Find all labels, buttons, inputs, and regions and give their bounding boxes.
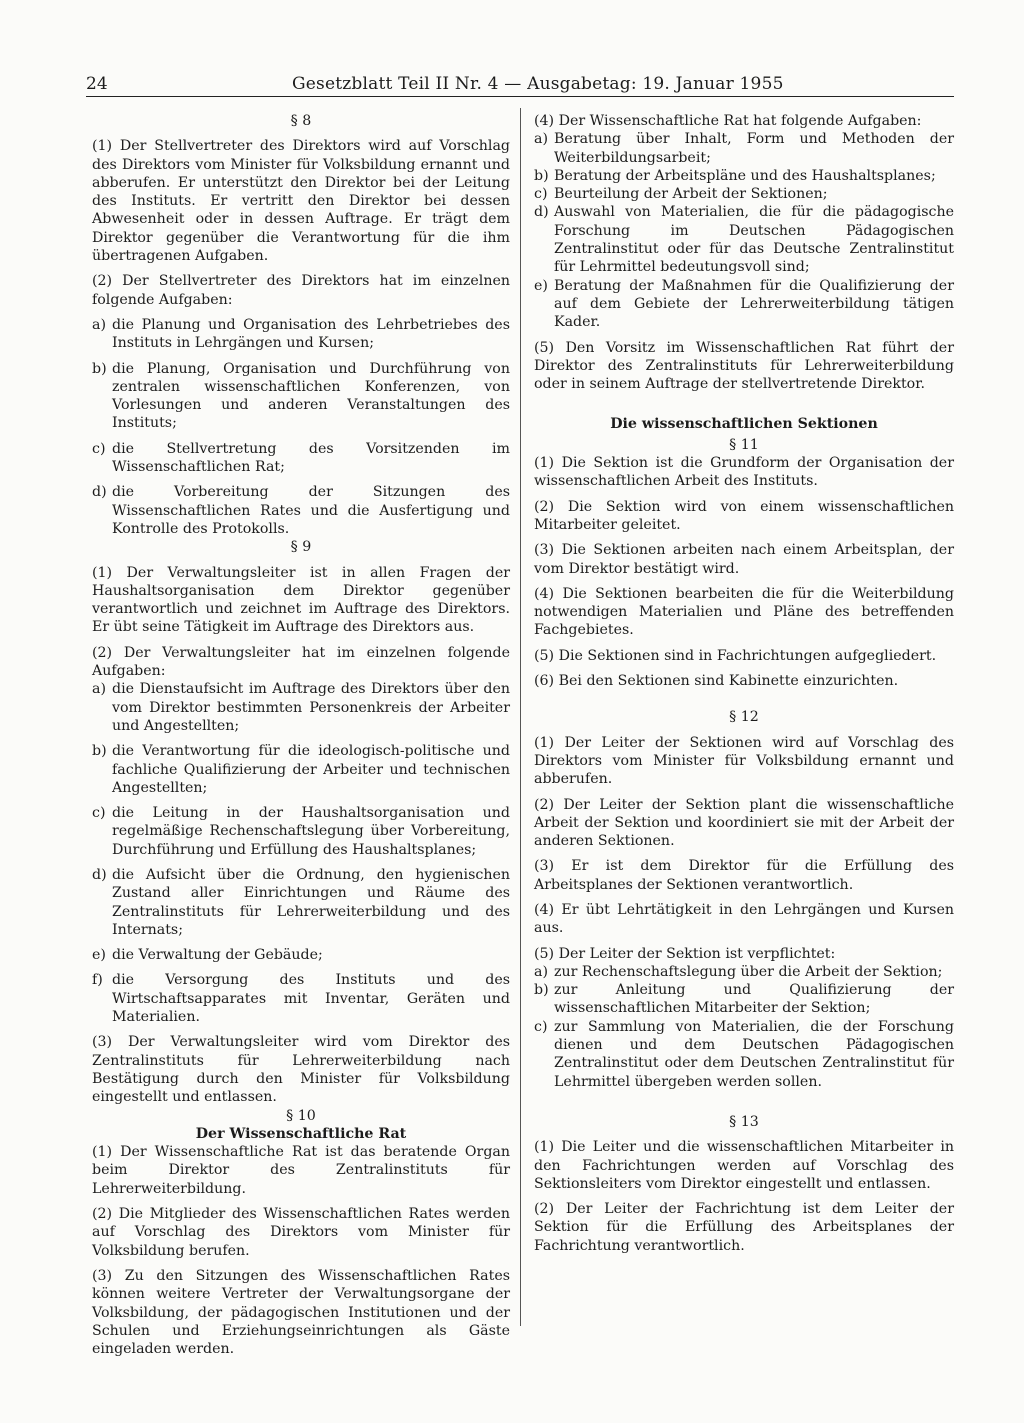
- paragraph: (5) Den Vorsitz im Wissenschaftlichen Rat führt der Direktor des Zentralinstituts für Lehrerweiterbildung oder in seinem Auftrage der stellvertretende Direktor.: [534, 339, 954, 393]
- list-text: zur Anleitung und Qualifizierung der wissenschaftlichen Mitarbeiter der Sektion;: [554, 982, 954, 1017]
- list-item: [534, 130, 954, 167]
- section-heading: § 8: [290, 113, 312, 129]
- page-number: 24: [86, 74, 108, 94]
- page-header: [86, 74, 954, 97]
- paragraph: (2) Der Leiter der Fachrichtung ist dem Leiter der Sektion für die Erfüllung des Arbeitsplanes der Fachrichtung verantwortlich.: [534, 1201, 954, 1254]
- list-item: [534, 167, 954, 185]
- list-label: b): [92, 360, 107, 377]
- paragraph: (3) Zu den Sitzungen des Wissenschaftlichen Rates können weitere Vertreter der Verwaltungsorgane der Volksbildung, der pädagogischen Institutionen und der Schulen und Erziehungseinrichtungen als Gäste eingeladen werden.: [92, 1267, 510, 1358]
- paragraph: (1) Die Sektion ist die Grundform der Organisation der wissenschaftlichen Arbeit des Instituts.: [534, 455, 954, 490]
- list-item: [92, 971, 510, 1026]
- list-label: c): [92, 805, 106, 822]
- paragraph: (6) Bei den Sektionen sind Kabinette einzurichten.: [534, 673, 899, 690]
- gazette-title: Gesetzblatt Teil II Nr. 4 — Ausgabetag: 19. Januar 1955: [292, 74, 784, 94]
- list-text: die Planung und Organisation des Lehrbetriebes des Instituts in Lehrgängen und Kursen;: [112, 316, 510, 352]
- paragraph: (1) Der Verwaltungsleiter ist in allen Fragen der Haushaltsorganisation dem Direktor gegenüber verantwortlich und zeichnet im Auftrage des Direktors. Er übt seine Tätigkeit im Auftrage des Direktors aus.: [92, 564, 510, 636]
- list-label: b): [534, 167, 549, 184]
- list-label: e): [534, 277, 548, 294]
- paragraph: (4) Die Sektionen bearbeiten die für die Weiterbildung notwendigen Materialien und Pläne des betreffenden Fachgebietes.: [534, 585, 954, 639]
- paragraph: (2) Die Sektion wird von einem wissenschaftlichen Mitarbeiter geleitet.: [534, 498, 954, 533]
- list-label: c): [534, 186, 548, 203]
- list-item: [92, 440, 510, 477]
- list-label: d): [534, 204, 549, 221]
- list-item: [92, 360, 510, 433]
- column-divider: [520, 108, 521, 1326]
- list-label: f): [92, 972, 103, 989]
- list-item: [92, 946, 510, 964]
- list-label: a): [92, 316, 106, 333]
- list-item: [534, 981, 954, 1018]
- paragraph: (2) Der Stellvertreter des Direktors hat im einzelnen folgende Aufgaben:: [92, 273, 510, 308]
- paragraph: (3) Er ist dem Direktor für die Erfüllung des Arbeitsplanes der Sektionen verantwortlich.: [534, 858, 954, 893]
- section-heading: § 10: [286, 1107, 316, 1124]
- list-text: Beurteilung der Arbeit der Sektionen;: [554, 186, 828, 203]
- list-item: [92, 483, 510, 538]
- list-item: [92, 680, 510, 735]
- list-item: [534, 1018, 954, 1091]
- list-item: [534, 277, 954, 332]
- paragraph: (2) Der Verwaltungsleiter hat im einzelnen folgende Aufgaben:: [92, 644, 510, 680]
- list-item: [92, 742, 510, 797]
- list-label: d): [92, 484, 107, 501]
- list-item: [92, 804, 510, 859]
- list-text: die Verantwortung für die ideologisch-politische und fachliche Qualifizierung der Arbeiter und technischen Angestellten;: [112, 743, 510, 796]
- list-text: zur Sammlung von Materialien, die der Forschung dienen und dem Deutschen Pädagogischen Zentralinstitut oder dem Deutschen Zentralinstitut für Lehrmittel übergeben werden sollen.: [554, 1018, 954, 1090]
- section-heading: § 9: [290, 539, 312, 556]
- list-text: die Dienstaufsicht im Auftrage des Direktors über den vom Direktor bestimmten Personenkreis der Arbeiter und Angestellten;: [112, 681, 510, 734]
- list-text: die Stellvertretung des Vorsitzenden im Wissenschaftlichen Rat;: [112, 440, 510, 476]
- list-text: die Leitung in der Haushaltsorganisation und regelmäßige Rechenschaftslegung über Vorbereitung, Durchführung und Erfüllung des Haushaltsplanes;: [112, 805, 510, 858]
- list-text: Beratung über Inhalt, Form und Methoden der Weiterbildungsarbeit;: [554, 131, 954, 166]
- paragraph: (1) Die Leiter und die wissenschaftlichen Mitarbeiter in den Fachrichtungen werden auf Vorschlag des Sektionsleiters vom Direktor eingestellt und entlassen.: [534, 1139, 954, 1192]
- section-heading: § 12: [729, 709, 759, 726]
- right-column: [534, 112, 954, 1255]
- paragraph: (1) Der Wissenschaftliche Rat ist das beratende Organ beim Direktor des Zentralinstituts für Lehrerweiterbildung.: [92, 1144, 510, 1197]
- section-title: Der Wissenschaftliche Rat: [195, 1125, 407, 1142]
- list-text: Beratung der Maßnahmen für die Qualifizierung der auf dem Gebiete der Lehrerweiterbildung tätigen Kader.: [554, 277, 954, 331]
- section-heading: § 13: [729, 1113, 759, 1130]
- paragraph: (4) Er übt Lehrtätigkeit in den Lehrgängen und Kursen aus.: [534, 901, 954, 937]
- section-title: Die wissenschaftlichen Sektionen: [610, 416, 878, 433]
- list-text: die Vorbereitung der Sitzungen des Wissenschaftlichen Rates und die Ausfertigung und Kontrolle des Protokolls.: [112, 484, 510, 537]
- list-item: [534, 963, 954, 981]
- list-item: [92, 866, 510, 939]
- list-label: d): [92, 866, 107, 883]
- paragraph: (5) Der Leiter der Sektion ist verpflichtet:: [534, 945, 836, 962]
- list-text: zur Rechenschaftslegung über die Arbeit der Sektion;: [554, 963, 943, 980]
- list-text: Auswahl von Materialien, die für die pädagogische Forschung im Deutschen Pädagogischen Zentralinstitut oder für das Deutsche Zentralinstitut für Lehrmittel bedeutungsvoll sind;: [554, 204, 954, 276]
- list-item: [534, 185, 954, 203]
- paragraph: (3) Der Verwaltungsleiter wird vom Direktor des Zentralinstituts für Lehrerweiterbildung nach Bestätigung durch den Minister für Volksbildung eingestellt und entlassen.: [92, 1034, 510, 1106]
- section-heading: § 11: [729, 436, 759, 453]
- list-label: a): [534, 963, 548, 980]
- list-text: die Versorgung des Instituts und des Wirtschaftsapparates mit Inventar, Geräten und Materialien.: [112, 972, 510, 1026]
- list-text: die Verwaltung der Gebäude;: [112, 947, 323, 964]
- list-label: e): [92, 947, 106, 964]
- list-label: a): [534, 131, 548, 148]
- list-text: die Planung, Organisation und Durchführung von zentralen wissenschaftlichen Konferenzen, von Vorlesungen und anderen Veranstaltungen des Instituts;: [112, 360, 510, 432]
- paragraph: (2) Der Leiter der Sektion plant die wissenschaftliche Arbeit der Sektion und koordiniert sie mit der Arbeit der anderen Sektionen.: [534, 796, 954, 850]
- paragraph: (1) Der Leiter der Sektionen wird auf Vorschlag des Direktors vom Minister für Volksbildung ernannt und abberufen.: [534, 734, 954, 788]
- list-item: [92, 316, 510, 353]
- left-column: [92, 112, 510, 1358]
- list-item: [534, 203, 954, 276]
- paragraph: (1) Der Stellvertreter des Direktors wird auf Vorschlag des Direktors vom Minister für Volksbildung ernannt und abberufen. Er unterstützt den Direktor bei der Leitung des Instituts. Er vertritt den Direktor bei dessen Abwesenheit oder in dessen Auftrage. Er trägt dem Direktor gegenüber die Verantwortung für die ihm übertragenen Aufgaben.: [92, 138, 510, 265]
- paragraph: (4) Der Wissenschaftliche Rat hat folgende Aufgaben:: [534, 113, 922, 129]
- paragraph: (5) Die Sektionen sind in Fachrichtungen aufgegliedert.: [534, 647, 937, 664]
- list-label: a): [92, 681, 106, 698]
- list-label: b): [534, 982, 549, 999]
- list-text: Beratung der Arbeitspläne und des Haushaltsplanes;: [554, 167, 936, 184]
- paragraph: (3) Die Sektionen arbeiten nach einem Arbeitsplan, der vom Direktor bestätigt wird.: [534, 542, 954, 577]
- paragraph: (2) Die Mitglieder des Wissenschaftlichen Rates werden auf Vorschlag des Direktors vom Minister für Volksbildung berufen.: [92, 1206, 510, 1259]
- list-text: die Aufsicht über die Ordnung, den hygienischen Zustand aller Einrichtungen und Räume des Zentralinstituts für Lehrerweiterbildung und des Internats;: [112, 866, 510, 938]
- list-label: c): [92, 440, 106, 457]
- list-label: c): [534, 1018, 548, 1035]
- list-label: b): [92, 743, 107, 760]
